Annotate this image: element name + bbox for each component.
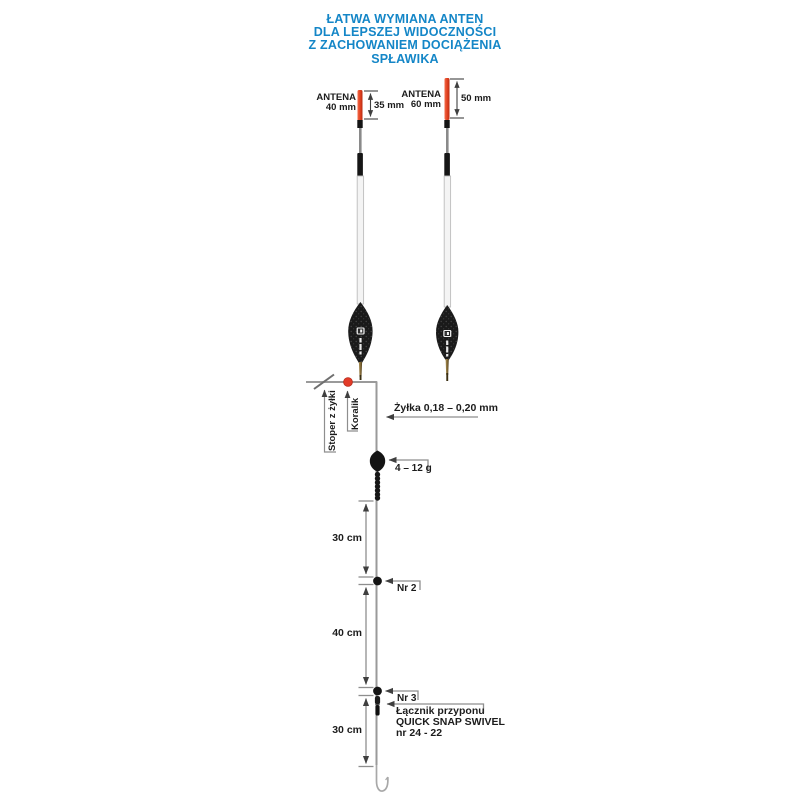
snap-swivel-label [396, 706, 505, 739]
shot-nr2-label: Nr 2 [397, 583, 417, 594]
float-left-keel [359, 362, 362, 377]
shot-nr3 [373, 687, 382, 696]
snap-label-line1: Łącznik przyponu [396, 705, 485, 717]
antenna-left-label-line1: ANTENA [316, 92, 356, 103]
page-title [205, 13, 605, 66]
segment-1-label: 30 cm [332, 532, 362, 544]
bead-label: Koralik [350, 397, 361, 430]
float-right-brand-marking [446, 341, 448, 357]
hook [377, 765, 388, 791]
stopper-label: Stoper z żyłki [327, 390, 338, 451]
shot-nr3-label: Nr 3 [397, 693, 417, 704]
title-line-4: SPŁAWIKA [371, 51, 439, 66]
float-left [348, 90, 372, 380]
snap-label-line3: nr 24 - 22 [396, 727, 443, 739]
title-line-2: DLA LEPSZEJ WIDOCZNOŚCI [313, 25, 497, 40]
antenna-right-label [391, 90, 441, 109]
float-left-stem-band [357, 153, 363, 177]
float-right-keel [446, 359, 449, 375]
float-right-keel-tip [446, 373, 448, 381]
bead [344, 378, 353, 387]
antenna-left-label-line2: 40 mm [325, 101, 356, 113]
segment-3-label: 30 cm [332, 724, 362, 736]
antenna-left-label [306, 93, 356, 112]
olive-weight [370, 451, 385, 473]
antenna-left-length: 35 mm [374, 100, 405, 111]
float-left-upper-stem [359, 128, 362, 154]
shot-string [375, 472, 380, 501]
antenna-right-length: 50 mm [461, 93, 492, 104]
shot-nr2 [373, 577, 382, 586]
line-label: Żyłka 0,18 – 0,20 mm [394, 402, 498, 414]
float-left-antenna [358, 90, 363, 121]
antenna-right-label-line2: 60 mm [410, 98, 441, 110]
float-right-stem [444, 176, 450, 307]
segment-2-label: 40 cm [332, 627, 362, 639]
float-right-upper-stem [446, 128, 449, 154]
weight-label: 4 – 12 g [395, 463, 432, 474]
snap-label-line2: QUICK SNAP SWIVEL [396, 716, 505, 728]
float-right-antenna [445, 78, 450, 120]
title-line-1: ŁATWA WYMIANA ANTEN [326, 12, 484, 26]
float-right-stem-band [444, 153, 450, 177]
float-right-antenna-socket [444, 120, 449, 128]
antenna-right-label-line1: ANTENA [401, 89, 441, 100]
float-left-brand-marking [359, 338, 361, 355]
float-left-keel-tip [360, 375, 362, 380]
float-left-stem [357, 176, 363, 304]
title-line-3: Z ZACHOWANIEM DOCIĄŻENIA [308, 38, 502, 53]
float-left-antenna-socket [357, 120, 362, 128]
float-right [436, 78, 458, 381]
